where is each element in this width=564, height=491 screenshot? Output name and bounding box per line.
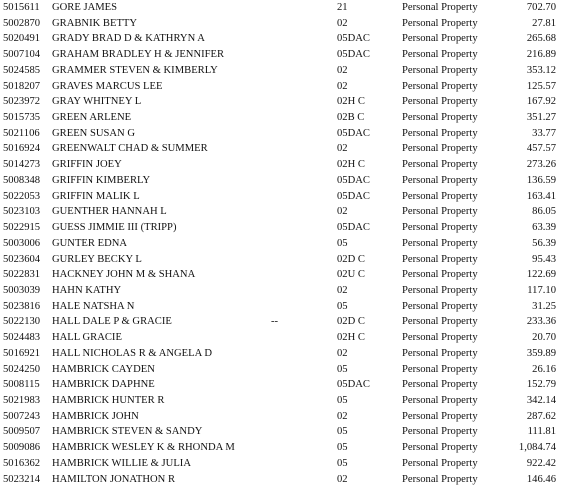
- owner-name: HAMBRICK WESLEY K & RHONDA M: [52, 442, 235, 454]
- district-code: 02H C: [337, 96, 365, 108]
- property-type: Personal Property: [402, 64, 478, 76]
- amount: 56.39: [532, 237, 556, 249]
- account-number: 5007243: [3, 410, 41, 422]
- table-row: [0, 173, 564, 189]
- amount: 136.59: [526, 174, 556, 186]
- amount: 273.26: [526, 159, 556, 171]
- district-code: 02: [337, 347, 348, 359]
- property-type: Personal Property: [402, 174, 478, 186]
- owner-name: GRAMMER STEVEN & KIMBERLY: [52, 64, 218, 76]
- property-type: Personal Property: [402, 253, 478, 265]
- table-row: [0, 220, 564, 236]
- account-number: 5016362: [3, 457, 41, 469]
- table-row: [0, 0, 564, 16]
- property-type: Personal Property: [402, 284, 478, 296]
- owner-name: GURLEY BECKY L: [52, 253, 142, 265]
- district-code: 21: [337, 2, 348, 13]
- district-code: 05: [337, 457, 348, 469]
- account-number: 5022130: [3, 316, 41, 328]
- property-type: Personal Property: [402, 316, 478, 328]
- property-type: Personal Property: [402, 49, 478, 61]
- account-number: 5022831: [3, 269, 41, 281]
- property-type: Personal Property: [402, 363, 478, 375]
- owner-name: HAMBRICK JOHN: [52, 410, 139, 422]
- amount: 216.89: [526, 49, 556, 61]
- owner-name: GREENWALT CHAD & SUMMER: [52, 143, 208, 155]
- owner-name: HAMBRICK CAYDEN: [52, 363, 155, 375]
- district-code: 05: [337, 363, 348, 375]
- property-type: Personal Property: [402, 17, 478, 29]
- owner-name: HALL NICHOLAS R & ANGELA D: [52, 347, 212, 359]
- owner-name: HAHN KATHY: [52, 284, 122, 296]
- amount: 1,084.74: [518, 442, 556, 454]
- owner-name: GRABNIK BETTY: [52, 17, 138, 29]
- account-number: 5024250: [3, 363, 41, 375]
- amount: 167.92: [526, 96, 556, 108]
- table-row: [0, 79, 564, 95]
- account-number: 5008348: [3, 174, 41, 186]
- property-type: Personal Property: [402, 347, 478, 359]
- account-number: 5016924: [3, 143, 41, 155]
- account-number: 5021106: [3, 127, 40, 139]
- property-type: Personal Property: [402, 190, 478, 202]
- district-code: 02H C: [337, 332, 365, 344]
- owner-name: GREEN SUSAN G: [52, 127, 135, 139]
- account-number: 5020491: [3, 33, 41, 45]
- amount: 86.05: [532, 206, 556, 218]
- property-type: Personal Property: [402, 80, 478, 92]
- owner-name: GRAHAM BRADLEY H & JENNIFER: [52, 49, 225, 61]
- property-type: Personal Property: [402, 426, 478, 438]
- property-type: Personal Property: [402, 237, 478, 249]
- owner-name: HAMILTON JONATHON R: [52, 473, 176, 485]
- district-code: 02D C: [337, 316, 365, 328]
- property-type: Personal Property: [402, 96, 478, 108]
- district-code: 02H C: [337, 159, 365, 171]
- amount: 922.42: [526, 457, 556, 469]
- table-row: [0, 204, 564, 220]
- district-code: 05: [337, 426, 348, 438]
- property-type: Personal Property: [402, 159, 478, 171]
- owner-name: HAMBRICK STEVEN & SANDY: [52, 426, 203, 438]
- district-code: 05DAC: [337, 222, 370, 234]
- owner-name: HACKNEY JOHN M & SHANA: [52, 269, 196, 281]
- owner-name: HALE NATSHA N: [52, 300, 135, 312]
- district-code: 02D C: [337, 253, 365, 265]
- table-row: [0, 94, 564, 110]
- table-row: [0, 377, 564, 393]
- account-number: 5021983: [3, 394, 41, 406]
- amount: 351.27: [526, 112, 556, 124]
- property-type: Personal Property: [402, 222, 478, 234]
- amount: 702.70: [526, 2, 556, 13]
- property-type: Personal Property: [402, 112, 478, 124]
- property-type: Personal Property: [402, 394, 478, 406]
- district-code: 02U C: [337, 269, 365, 281]
- amount: 95.43: [532, 253, 556, 265]
- district-code: 05: [337, 442, 348, 454]
- amount: 287.62: [526, 410, 556, 422]
- account-number: 5022915: [3, 222, 41, 234]
- table-row: [0, 393, 564, 409]
- table-row: [0, 236, 564, 252]
- district-code: 05: [337, 237, 348, 249]
- district-code: 05DAC: [337, 49, 370, 61]
- table-row: [0, 440, 564, 456]
- amount: 152.79: [526, 379, 556, 391]
- property-type: Personal Property: [402, 2, 478, 13]
- district-code: 02: [337, 64, 348, 76]
- property-type: Personal Property: [402, 379, 478, 391]
- account-number: 5023103: [3, 206, 41, 218]
- amount: 26.16: [532, 363, 556, 375]
- account-number: 5023972: [3, 96, 41, 108]
- account-number: 5007104: [3, 49, 41, 61]
- owner-name: GRAVES MARCUS LEE: [52, 80, 163, 92]
- district-code: 05DAC: [337, 33, 370, 45]
- account-number: 5003039: [3, 284, 41, 296]
- table-row: [0, 47, 564, 63]
- table-row: [0, 424, 564, 440]
- account-number: 5014273: [3, 159, 41, 171]
- amount: 353.12: [526, 64, 556, 76]
- amount: 146.46: [526, 473, 556, 485]
- district-code: 05DAC: [337, 190, 370, 202]
- owner-name: HAMBRICK HUNTER R: [52, 394, 165, 406]
- district-code: 05: [337, 300, 348, 312]
- amount: 111.81: [527, 426, 556, 438]
- amount: 31.25: [532, 300, 556, 312]
- account-number: 5016921: [3, 347, 41, 359]
- table-row: [0, 346, 564, 362]
- district-code: 02: [337, 143, 348, 155]
- table-row: [0, 110, 564, 126]
- district-code: 02: [337, 17, 348, 29]
- account-number: 5024585: [3, 64, 41, 76]
- owner-name: HALL DALE P & GRACIE: [52, 316, 172, 328]
- district-code: 05: [337, 394, 348, 406]
- table-row: [0, 362, 564, 378]
- owner-name: GUENTHER HANNAH L: [52, 206, 167, 218]
- owner-name: GREEN ARLENE: [52, 112, 132, 124]
- table-row: [0, 267, 564, 283]
- row-note: --: [271, 316, 279, 328]
- account-number: 5015611: [3, 2, 40, 13]
- district-code: 05DAC: [337, 379, 370, 391]
- table-row: [0, 16, 564, 32]
- amount: 27.81: [532, 17, 556, 29]
- amount: 457.57: [526, 143, 556, 155]
- account-number: 5009507: [3, 426, 41, 438]
- owner-name: HAMBRICK DAPHNE: [52, 379, 155, 391]
- table-row: [0, 409, 564, 425]
- table-row: [0, 126, 564, 142]
- owner-name: GRAY WHITNEY L: [52, 96, 142, 108]
- amount: 342.14: [526, 394, 556, 406]
- district-code: 02: [337, 80, 348, 92]
- district-code: 05DAC: [337, 127, 370, 139]
- property-type: Personal Property: [402, 457, 478, 469]
- district-code: 02: [337, 473, 348, 485]
- property-type: Personal Property: [402, 33, 478, 45]
- owner-name: GUESS JIMMIE III (TRIPP): [52, 222, 177, 234]
- table-row: [0, 141, 564, 157]
- property-type: Personal Property: [402, 442, 478, 454]
- table-row: [0, 456, 564, 472]
- district-code: 02B C: [337, 112, 365, 124]
- property-type: Personal Property: [402, 143, 478, 155]
- district-code: 02: [337, 284, 348, 296]
- account-number: 5009086: [3, 442, 41, 454]
- table-row: [0, 252, 564, 268]
- owner-name: HALL GRACIE: [52, 332, 122, 344]
- amount: 63.39: [532, 222, 556, 234]
- account-number: 5008115: [3, 379, 40, 391]
- amount: 122.69: [526, 269, 556, 281]
- property-type: Personal Property: [402, 410, 478, 422]
- property-type: Personal Property: [402, 473, 478, 485]
- owner-name: GRIFFIN JOEY: [52, 159, 122, 171]
- amount: 359.89: [526, 347, 556, 359]
- owner-name: GRIFFIN MALIK L: [52, 190, 140, 202]
- table-row: [0, 63, 564, 79]
- property-type: Personal Property: [402, 127, 478, 139]
- account-number: 5018207: [3, 80, 41, 92]
- amount: 163.41: [526, 190, 556, 202]
- table-row: [0, 472, 564, 488]
- table-row: [0, 314, 564, 330]
- property-type: Personal Property: [402, 332, 478, 344]
- amount: 20.70: [532, 332, 556, 344]
- table-row: [0, 299, 564, 315]
- amount: 33.77: [532, 127, 556, 139]
- table-row: [0, 31, 564, 47]
- account-number: 5023816: [3, 300, 41, 312]
- account-number: 5023214: [3, 473, 41, 485]
- amount: 233.36: [526, 316, 556, 328]
- account-number: 5002870: [3, 17, 41, 29]
- account-number: 5022053: [3, 190, 41, 202]
- table-row: [0, 330, 564, 346]
- account-number: 5024483: [3, 332, 41, 344]
- table-row: [0, 157, 564, 173]
- amount: 117.10: [527, 284, 556, 296]
- table-row: [0, 189, 564, 205]
- owner-name: GUNTER EDNA: [52, 237, 128, 249]
- account-number: 5015735: [3, 112, 41, 124]
- district-code: 02: [337, 206, 348, 218]
- amount: 125.57: [526, 80, 556, 92]
- property-type: Personal Property: [402, 300, 478, 312]
- account-number: 5023604: [3, 253, 41, 265]
- owner-name: GRADY BRAD D & KATHRYN A: [52, 33, 205, 45]
- owner-name: GRIFFIN KIMBERLY: [52, 174, 151, 186]
- account-number: 5003006: [3, 237, 41, 249]
- owner-name: GORE JAMES: [52, 2, 118, 13]
- owner-name: HAMBRICK WILLIE & JULIA: [52, 457, 191, 469]
- property-type: Personal Property: [402, 206, 478, 218]
- amount: 265.68: [526, 33, 556, 45]
- district-code: 02: [337, 410, 348, 422]
- table-row: [0, 283, 564, 299]
- property-type: Personal Property: [402, 269, 478, 281]
- district-code: 05DAC: [337, 174, 370, 186]
